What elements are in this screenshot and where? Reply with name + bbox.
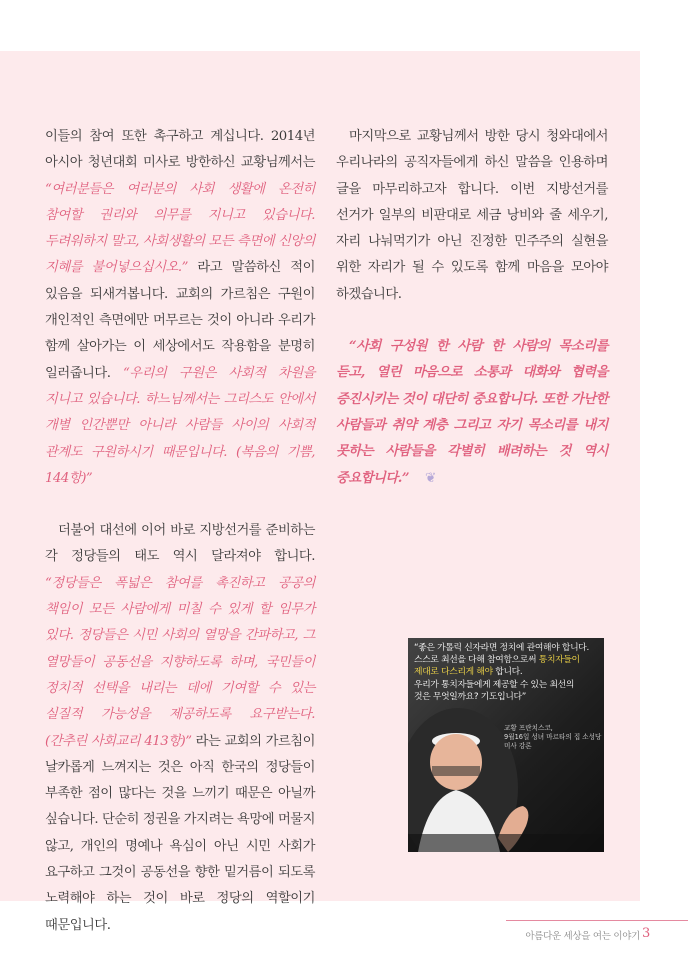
paragraph-3: 마지막으로 교황님께서 방한 당시 청와대에서 우리나라의 공직자들에게 하신 말씀을 인용하며 글을 마무리하고자 합니다. 이번 지방선거를 선거가 일부의 비판대로 세금 낭비와 줄 세우기, 자리 나눠먹기가 아닌 진정한 민주주의 실현을 위한 자리가 될 수 있도록 함께 마음을 모아야 하겠습니다.: [336, 129, 608, 302]
footer-title: 아름다운 세상을 여는 이야기: [525, 931, 640, 942]
photo-caption: 교황 프란치스코, 9월16일 성녀 마르타의 집 소성당 미사 강론: [504, 724, 602, 750]
left-column: [45, 124, 315, 939]
body-text: 라고 말씀하신 적이 있음을 되새겨봅니다. 교회의 가르침은 구원이 개인적인 측면에만 머무르는 것이 아니라 우리가 함께 살아가는 이 세상에서도 작용함을 분명히 일러줍니다.: [45, 260, 315, 381]
right-column: [336, 124, 608, 492]
paragraph-2: [45, 518, 315, 939]
body-text: 이들의 참여 또한 촉구하고 계십니다. 2014년 아시아 청년대회 미사로 방한하신 교황님께서는: [45, 129, 315, 171]
quote-text: “사회 구성원 한 사람 한 사람의 목소리를 듣고, 열린 마음으로 소통과 대화와 협력을 증진시키는 것이 대단히 중요합니다. 또한 가난한 사람들과 취약 계층 그리고 자기 목소리를 내지 못하는 사람들을 각별히 배려하는 것 역시 중요합니다.”: [336, 339, 608, 486]
dove-icon: ❦: [425, 470, 436, 486]
body-text: 더불어 대선에 이어 바로 지방선거를 준비하는 각 정당들의 태도 역시 달라져야 합니다.: [45, 523, 315, 565]
photo-quote: “좋은 가톨릭 신자라면 정치에 관여해야 합니다. 스스로 최선을 다해 참여함으로써 통치자들이 제대로 다스리게 해야 합니다. 우리가 통치자들에게 제공할 수 있는 최선의 것은 무엇일까요? 기도입니다”: [414, 643, 589, 702]
body-text: 라는 교회의 가르침이 날카롭게 느껴지는 것은 아직 한국의 정당들이 부족한 점이 많다는 것을 느끼기 때문은 아닐까 싶습니다. 단순히 정권을 가지려는 욕망에 머물지 않고, 개인의 명예나 욕심이 아닌 시민 사회가 요구하고 그것이 공동선을 향한 밑거름이 되도록 노력해야 하는 것이 바로 정당의 역할이기 때문입니다.: [45, 733, 315, 933]
page-number: 3: [642, 926, 651, 941]
quote-text: “여러분들은 여러분의 사회 생활에 온전히 참여할 권리와 의무를 지니고 있습니다. 두려워하지 말고, 사회생활의 모든 측면에 신앙의 지혜를 불어넣으십시오.”: [45, 181, 315, 276]
footer-divider: [506, 920, 688, 921]
paragraph-1: [45, 124, 315, 492]
pope-photo-card: [408, 638, 604, 852]
quote-text: “우리의 구원은 사회적 차원을 지니고 있습니다. 하느님께서는 그리스도 안에서 개별 인간뿐만 아니라 사람들 사이의 사회적 관계도 구원하시기 때문입니다. (복음의 기쁨, 144항)”: [45, 365, 315, 486]
pope-quote: [336, 334, 608, 492]
quote-text: “정당들은 폭넓은 참여를 촉진하고 공공의 책임이 모든 사람에게 미칠 수 있게 할 임무가 있다. 정당들은 시민 사회의 열망을 간파하고, 그 열망들이 공동선을 지향하도록 하며, 국민들이 정치적 선택을 내리는 데에 기여할 수 있는 실질적 가능성을 제공하도록 요구받는다. (간추린 사회교리 413항)”: [45, 575, 315, 749]
